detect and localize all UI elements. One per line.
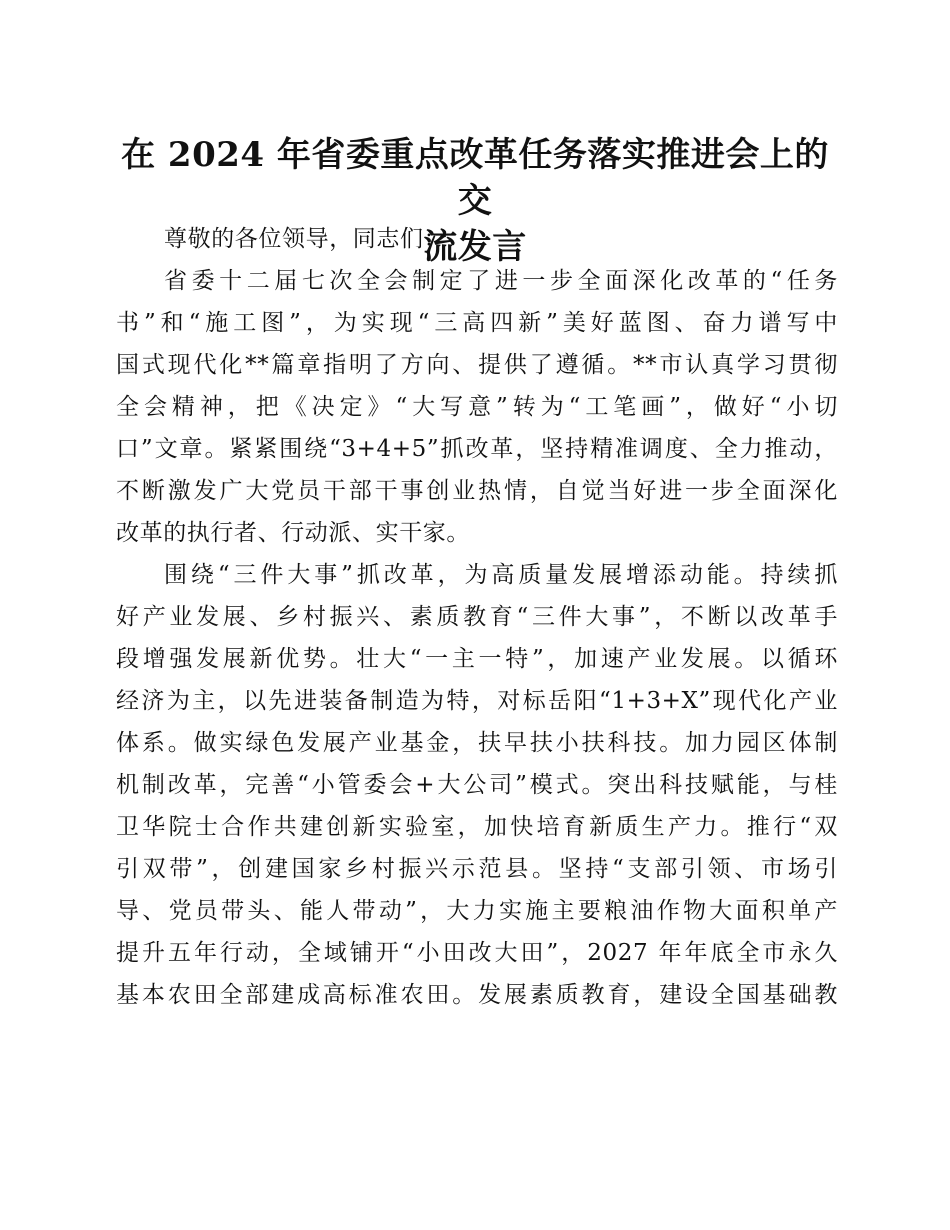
paragraph-2-line-6: 机制改革，完善“小管委会+大公司”模式。突出科技赋能，与桂: [116, 772, 838, 798]
paragraph-2-line-4: 经济为主，以先进装备制造为特，对标岳阳“1+3+X”现代化产业: [116, 688, 838, 714]
paragraph-2-line-1: 围绕“三件大事”抓改革，为高质量发展增添动能。持续抓: [164, 562, 838, 588]
paragraph-1-line-5: 口”文章。紧紧围绕“3+4+5”抓改革，坚持精准调度、全力推动，: [116, 436, 838, 462]
title-line-2: 流发言: [423, 227, 527, 267]
document-body: [116, 218, 838, 1016]
paragraph-2-line-5: 体系。做实绿色发展产业基金，扶早扶小扶科技。加力园区体制: [116, 730, 838, 756]
paragraph-2-line-8: 引双带”，创建国家乡村振兴示范县。坚持“支部引领、市场引: [116, 856, 838, 882]
paragraph-2-line-3: 段增强发展新优势。壮大“一主一特”，加速产业发展。以循环: [116, 646, 838, 672]
paragraph-1-line-6: 不断激发广大党员干部干事创业热情，自觉当好进一步全面深化: [116, 478, 838, 504]
paragraph-2-line-10: 提升五年行动，全域铺开“小田改大田”，2027 年年底全市永久: [116, 940, 838, 966]
paragraph-1-line-7: 改革的执行者、行动派、实干家。: [116, 520, 470, 546]
salutation: 尊敬的各位领导，同志们：: [164, 226, 448, 252]
paragraph-2-line-11: 基本农田全部建成高标准农田。发展素质教育，建设全国基础教: [116, 982, 838, 1008]
paragraph-2-line-9: 导、党员带头、能人带动”，大力实施主要粮油作物大面积单产: [116, 898, 838, 924]
paragraph-1-line-2: 书”和“施工图”，为实现“三高四新”美好蓝图、奋力谱写中: [116, 310, 838, 336]
paragraph-1-line-3: 国式现代化**篇章指明了方向、提供了遵循。**市认真学习贯彻: [116, 352, 838, 378]
paragraph-1-line-1: 省委十二届七次全会制定了进一步全面深化改革的“任务: [164, 268, 838, 294]
paragraph-1-line-4: 全会精神，把《决定》“大写意”转为“工笔画”，做好“小切: [116, 394, 838, 420]
paragraph-2-line-7: 卫华院士合作共建创新实验室，加快培育新质生产力。推行“双: [116, 814, 838, 840]
title-line-1: 在 2024 年省委重点改革任务落实推进会上的交: [121, 135, 829, 221]
paragraph-2-line-2: 好产业发展、乡村振兴、素质教育“三件大事”，不断以改革手: [116, 604, 838, 630]
